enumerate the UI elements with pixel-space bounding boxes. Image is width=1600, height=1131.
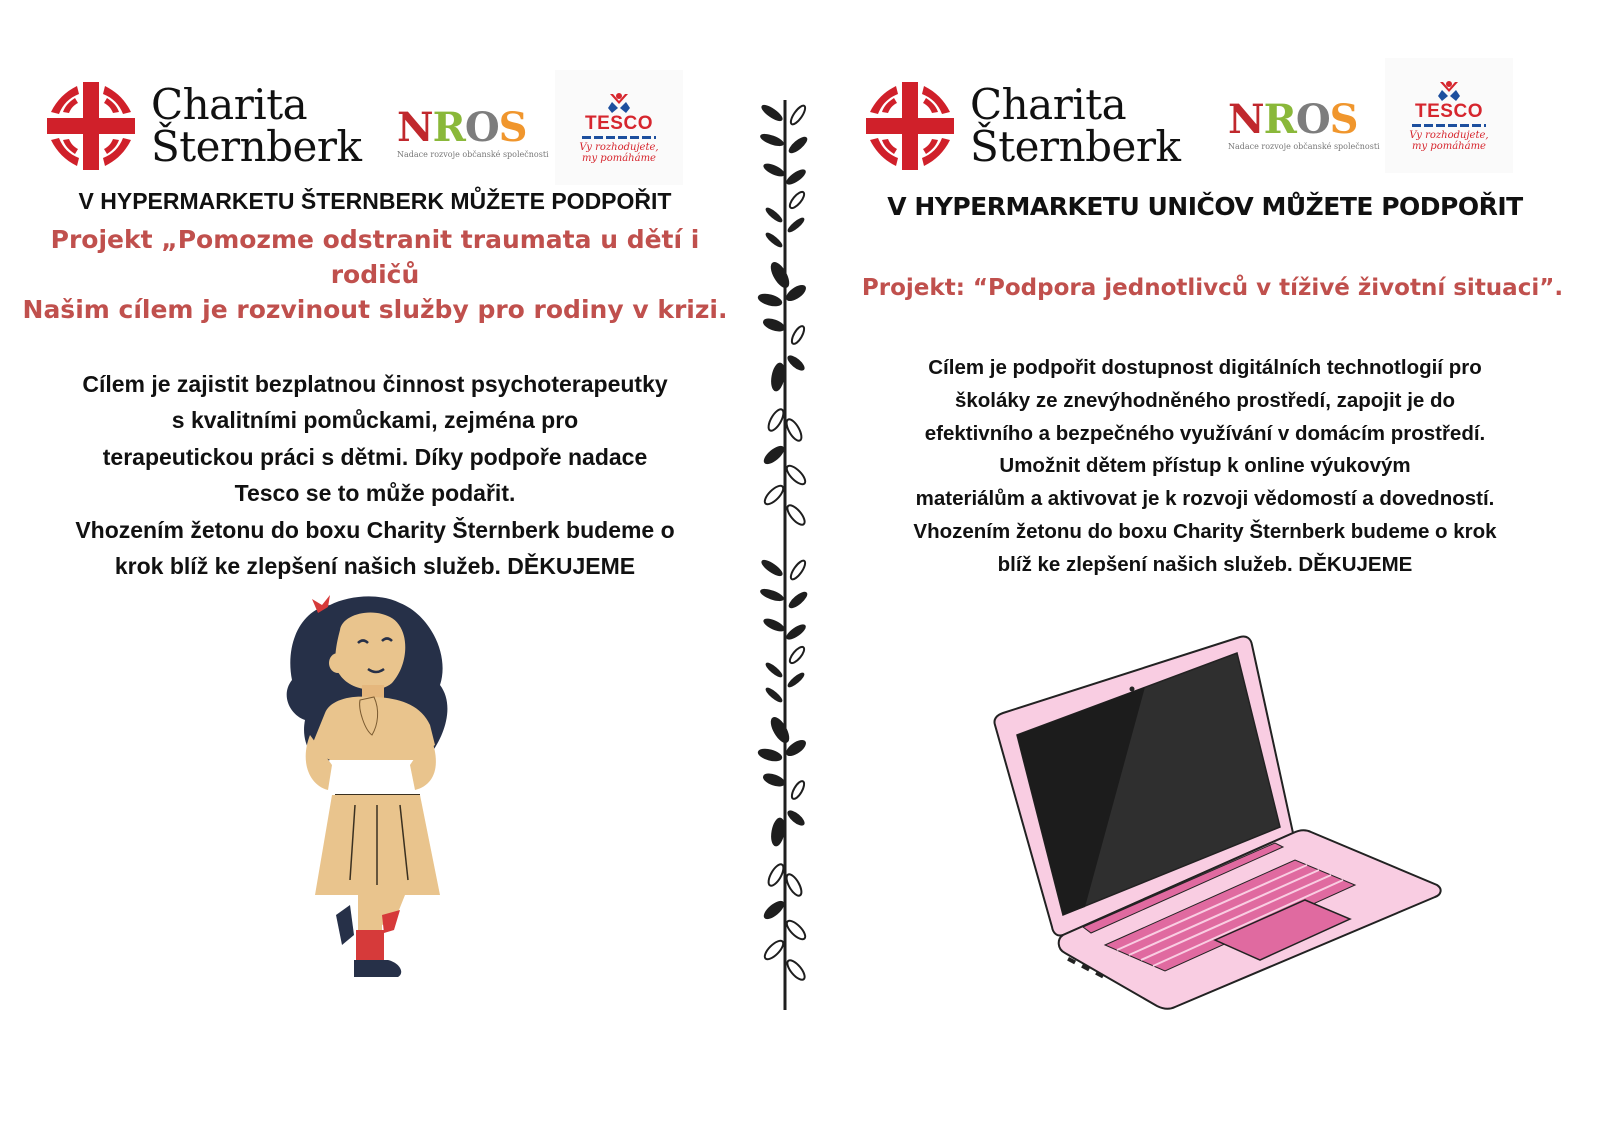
headline: V HYPERMARKETU ŠTERNBERK MŮŽETE PODPOŘIT <box>78 188 672 214</box>
headline: V HYPERMARKETU UNIČOV MŮŽETE PODPOŘIT <box>887 192 1523 221</box>
charita-logo <box>47 82 361 170</box>
charita-wordmark <box>970 80 1181 171</box>
tesco-slogan: Vy rozhodujete, my pomáháme <box>579 141 659 164</box>
project-description: Cílem je podpořit dostupnost digitálních technotlogií pro školáky ze znevýhodněného prostředí, zapojit je do efektivního a bezpečného využívání v domácím prostředí. Umožnit dětem přístup k online výukovým materiálům a aktivovat je k rozvoji vědomostí a dovedností. Vhozením žetonu do boxu Charity Šternberk budeme o krok blíž ke zlepšení našich služeb. DĚKUJEME <box>913 356 1497 576</box>
tesco-logo <box>555 70 683 185</box>
charita-cross-icon <box>47 82 135 170</box>
tesco-people-icon <box>604 92 634 114</box>
charita-line1: Charita <box>151 80 308 129</box>
logo-row <box>860 70 1600 185</box>
project-title: Projekt „Pomozme odstranit traumata u dětí i rodičů Našim cílem je rozvinout služby pro rodiny v krizi. <box>22 225 728 324</box>
nros-subtitle: Nadace rozvoje občanské společnosti <box>1228 142 1380 151</box>
charita-cross-icon <box>866 82 954 170</box>
tesco-logo <box>1385 58 1513 173</box>
charita-line2: Šternberk <box>151 122 362 171</box>
charita-line2: Šternberk <box>970 122 1181 171</box>
nros-subtitle: Nadace rozvoje občanské společnosti <box>397 150 549 159</box>
tesco-people-icon <box>1434 80 1464 102</box>
laptop-illustration <box>975 615 1445 1010</box>
nros-logo <box>1228 96 1380 151</box>
project-description: Cílem je zajistit bezplatnou činnost psychoterapeutky s kvalitními pomůckami, zejména pro terapeutickou práci s dětmi. Díky podpoře nadace Tesco se to může podařit. Vhozením žetonu do boxu Charity Šternberk budeme o krok blíž ke zlepšení našich služeb. DĚKUJEME <box>75 371 675 580</box>
tesco-wordmark: TESCO <box>1415 100 1483 122</box>
tesco-dashes <box>1412 124 1486 127</box>
left-poster <box>0 0 760 1131</box>
tesco-wordmark: TESCO <box>585 112 653 134</box>
charita-logo <box>866 82 1180 170</box>
girl-illustration <box>270 585 470 980</box>
logo-row <box>0 70 760 185</box>
nros-logo <box>397 104 549 159</box>
charita-line1: Charita <box>970 80 1127 129</box>
vine-divider-decoration <box>752 95 818 1015</box>
tesco-slogan: Vy rozhodujete, my pomáháme <box>1409 129 1489 152</box>
charita-wordmark <box>151 80 362 171</box>
tesco-dashes <box>582 136 656 139</box>
nros-wordmark: NROS <box>1228 96 1358 143</box>
nros-wordmark: NROS <box>397 104 527 151</box>
project-title: Projekt: “Podpora jednotlivců v tíživé životní situaci”. <box>861 275 1564 301</box>
